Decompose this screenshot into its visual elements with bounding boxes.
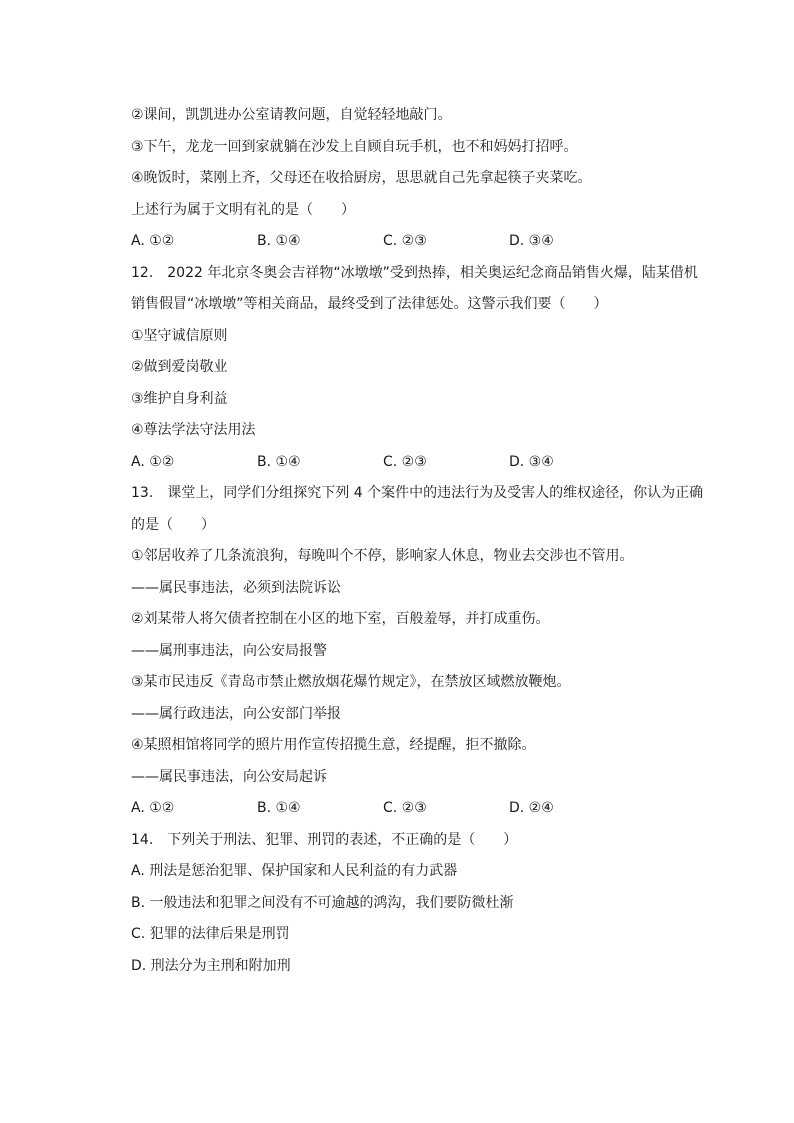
q11-option-c: C. ②③ (383, 233, 427, 249)
q13-item: ②刘某带人将欠债者控制在小区的地下室，百般羞辱，并打成重伤。 (131, 611, 550, 627)
q13-item-note: ——属民事违法，向公安局起诉 (131, 768, 327, 785)
q13-item-note: ——属行政违法，向公安部门举报 (131, 705, 341, 722)
q12-option-c: C. ②③ (383, 453, 427, 470)
q12-item: ②做到爱岗敬业 (131, 359, 228, 375)
q12-option-a: A. ①② (131, 453, 175, 470)
q14-stem: 14. 下列关于刑法、犯罪、刑罚的表述，不正确的是（ ） (131, 831, 518, 848)
q13-option-b: B. ①④ (257, 800, 301, 816)
q13-option-a: A. ①② (131, 800, 175, 816)
q13-option-d: D. ②④ (509, 800, 554, 816)
q12-stem-cont: 销售假冒“冰墩墩”等相关商品，最终受到了法律惩处。这警示我们要（ ） (131, 296, 608, 312)
q13-item: ①邻居收养了几条流浪狗，每晚叫个不停，影响家人休息，物业去交涉也不管用。 (131, 548, 634, 564)
q12-stem: 12. 2022 年北京冬奥会吉祥物“冰墩墩”受到热捧，相关奥运纪念商品销售火爆，陆某借机 (131, 264, 698, 281)
q12-item: ④尊法学法守法用法 (131, 422, 256, 438)
q13-item-note: ——属民事违法，必须到法院诉讼 (131, 579, 341, 596)
q11-item: ④晚饭时，菜刚上齐，父母还在收拾厨房，思思就自己先拿起筷子夹菜吃。 (131, 170, 592, 186)
q14-choice-d: D. 刑法分为主刑和附加刑 (131, 957, 291, 974)
q14-choice-a: A. 刑法是惩治犯罪、保护国家和人民利益的有力武器 (131, 863, 458, 879)
question-11 (131, 100, 704, 258)
q11-item: ③下午，龙龙一回到家就躺在沙发上自顾自玩手机，也不和妈妈打招呼。 (131, 138, 578, 155)
q11-option-a: A. ①② (131, 233, 175, 249)
q13-item: ④某照相馆将同学的照片用作宣传招揽生意，经提醒，拒不撤除。 (131, 737, 536, 753)
q11-question: 上述行为属于文明有礼的是（ ） (131, 201, 355, 218)
question-13 (131, 478, 704, 825)
q14-choice-c: C. 犯罪的法律后果是刑罚 (131, 926, 290, 942)
q11-option-b: B. ①④ (257, 233, 301, 249)
question-14 (131, 825, 704, 983)
q11-option-d: D. ③④ (509, 233, 554, 249)
q12-options (131, 447, 704, 479)
q13-item-note: ——属刑事违法，向公安局报警 (131, 642, 327, 659)
q13-stem: 13. 课堂上，同学们分组探究下列 4 个案件中的违法行为及受害人的维权途径，你认为正确 (131, 485, 704, 501)
q12-option-d: D. ③④ (509, 453, 554, 470)
q12-option-b: B. ①④ (257, 453, 301, 470)
q12-item: ③维护自身利益 (131, 390, 228, 407)
q11-options (131, 226, 704, 258)
q13-option-c: C. ②③ (383, 800, 427, 816)
q11-item: ②课间，凯凯进办公室请教问题，自觉轻轻地敲门。 (131, 107, 452, 123)
q14-choice-b: B. 一般违法和犯罪之间没有不可逾越的鸿沟，我们要防微杜渐 (131, 894, 514, 911)
q12-item: ①坚守诚信原则 (131, 327, 228, 344)
question-12 (131, 258, 704, 479)
q13-item: ③某市民违反《青岛市禁止燃放烟花爆竹规定》，在禁放区域燃放鞭炮。 (131, 674, 571, 690)
q13-options (131, 793, 704, 825)
q13-stem-cont: 的是（ ） (131, 516, 215, 533)
